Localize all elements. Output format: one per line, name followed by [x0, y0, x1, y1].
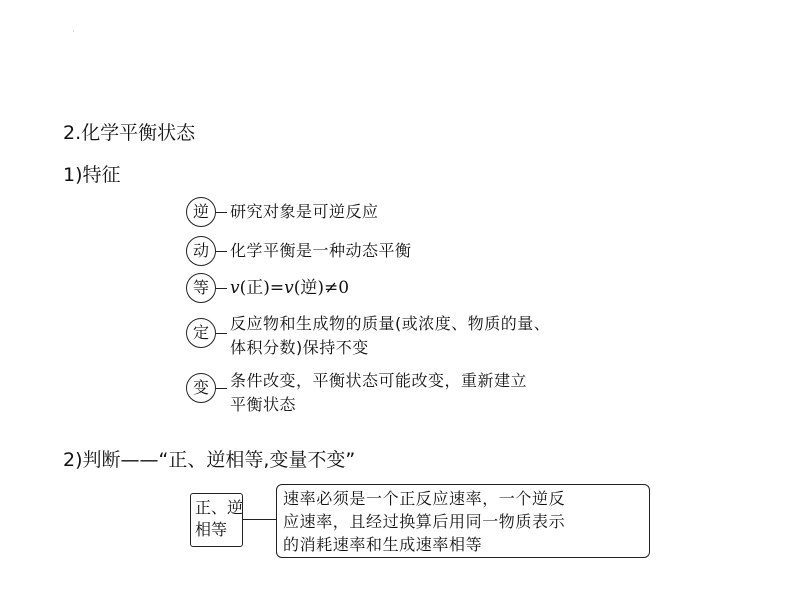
feature-text-line2: 体积分数)保持不变: [230, 338, 369, 357]
section-title: 2.化学平衡状态: [63, 122, 196, 144]
judge-subtitle: 2)判断——“正、逆相等,变量不变”: [63, 449, 356, 471]
badge-change: 变: [186, 373, 216, 403]
features-subtitle: 1)特征: [63, 164, 121, 186]
connector-line: [216, 288, 227, 289]
badge-reversible: 逆: [186, 197, 216, 227]
connector-line: [216, 212, 227, 213]
connector-line: [216, 251, 227, 252]
judge-explanation-box: [276, 484, 650, 558]
rate-formula: [230, 276, 349, 300]
explanation-line: 应速率，且经过换算后用同一物质表示: [283, 512, 566, 531]
badge-equal: 等: [186, 273, 216, 303]
explanation-line: 速率必须是一个正反应速率，一个逆反: [283, 489, 566, 508]
formula-part: (逆)≠0: [293, 278, 350, 298]
judge-criterion-box: [190, 493, 243, 547]
rate-symbol: v: [230, 278, 240, 298]
corner-mark: ·: [72, 27, 75, 37]
feature-text: 研究对象是可逆反应: [230, 202, 379, 221]
rate-symbol: v: [284, 278, 294, 298]
feature-text-line2: 平衡状态: [230, 395, 297, 414]
badge-fixed: 定: [186, 318, 216, 348]
formula-part: (正)=: [239, 278, 285, 298]
badge-dynamic: 动: [186, 236, 216, 266]
feature-text: 化学平衡是一种动态平衡: [230, 241, 412, 260]
connector-line: [216, 333, 227, 334]
judge-criterion-line1: 正、逆: [195, 498, 244, 517]
connector-line: [216, 388, 227, 389]
feature-text-line1: 条件改变，平衡状态可能改变，重新建立: [230, 371, 528, 390]
judge-connector: [243, 519, 277, 520]
judge-criterion-line2: 相等: [195, 520, 228, 539]
feature-text-line1: 反应物和生成物的质量(或浓度、物质的量、: [230, 314, 551, 333]
explanation-line: 的消耗速率和生成速率相等: [283, 535, 483, 554]
